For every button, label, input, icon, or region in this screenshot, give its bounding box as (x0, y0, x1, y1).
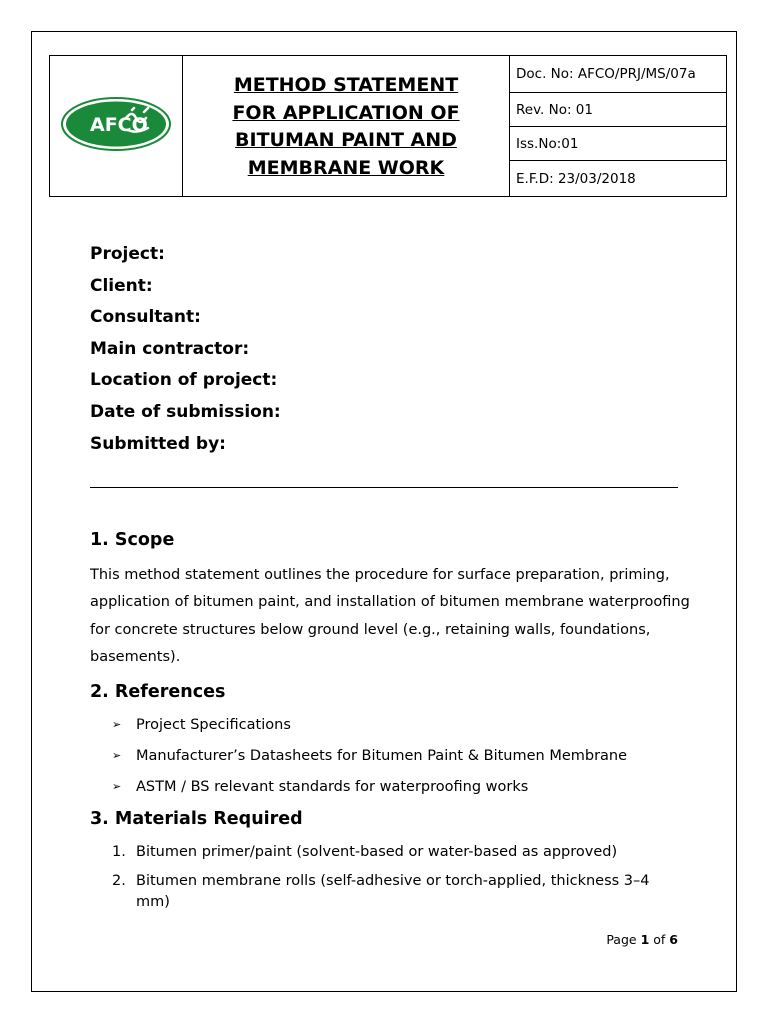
title-line: METHOD STATEMENT (233, 74, 459, 96)
list-item-text: Bitumen membrane rolls (self-adhesive or torch-applied, thickness 3–4 mm) (136, 873, 650, 910)
title-line: BITUMAN PAINT AND (235, 129, 457, 151)
list-item (112, 715, 627, 746)
arrow-bullet-icon: ➢ (112, 780, 122, 793)
field-project: Project: (90, 244, 165, 264)
arrow-bullet-icon: ➢ (112, 749, 122, 762)
iss-no: Iss.No:01 (510, 127, 727, 161)
list-item (112, 777, 627, 808)
title-line: MEMBRANE WORK (247, 156, 445, 179)
document-header-table (49, 55, 727, 197)
field-submitted-by: Submitted by: (90, 433, 226, 454)
field-consultant: Consultant: (90, 307, 201, 328)
page-of-label: of (653, 932, 666, 947)
list-number: 1. (112, 844, 126, 860)
page-number (606, 932, 678, 947)
field-date-of-submission: Date of submission: (90, 401, 281, 422)
list-item-text: Bitumen primer/paint (solvent-based or water-based as approved) (136, 844, 618, 860)
doc-no: Doc. No: AFCO/PRJ/MS/07a (510, 56, 727, 93)
afco-logo (60, 96, 172, 152)
current-page: 1 (640, 932, 650, 947)
logo-cell (50, 56, 183, 197)
materials-list (112, 842, 672, 921)
list-item (112, 842, 672, 863)
references-heading: 2. References (90, 682, 226, 702)
rev-no: Rev. No: 01 (510, 93, 727, 127)
arrow-bullet-icon: ➢ (112, 718, 122, 731)
list-number: 2. (112, 873, 126, 889)
divider (90, 487, 678, 488)
total-pages: 6 (669, 932, 678, 947)
list-item-text: Project Specifications (136, 717, 291, 733)
field-location: Location of project: (90, 370, 278, 391)
title-line: FOR APPLICATION OF (232, 101, 460, 124)
list-item (112, 871, 672, 913)
list-item-text: ASTM / BS relevant standards for waterproofing works (136, 779, 529, 795)
page-label: Page (606, 932, 637, 947)
efd-date: E.F.D: 23/03/2018 (510, 161, 727, 197)
project-fields (90, 242, 281, 463)
scope-heading: 1. Scope (90, 530, 175, 550)
field-client: Client: (90, 275, 153, 296)
field-main-contractor: Main contractor: (90, 338, 250, 359)
list-item-text: Manufacturer’s Datasheets for Bitumen Paint & Bitumen Membrane (136, 748, 628, 764)
scope-text: This method statement outlines the procedure for surface preparation, priming, application of bitumen paint, and installation of bitumen membrane waterproofing for concrete structures below ground level (e.g., retaining walls, foundations, basements). (90, 567, 690, 665)
logo-text: AFCO (90, 114, 148, 136)
document-title (183, 70, 509, 182)
references-list (112, 715, 627, 808)
materials-heading: 3. Materials Required (90, 809, 303, 829)
list-item (112, 746, 627, 777)
title-cell (183, 56, 510, 197)
